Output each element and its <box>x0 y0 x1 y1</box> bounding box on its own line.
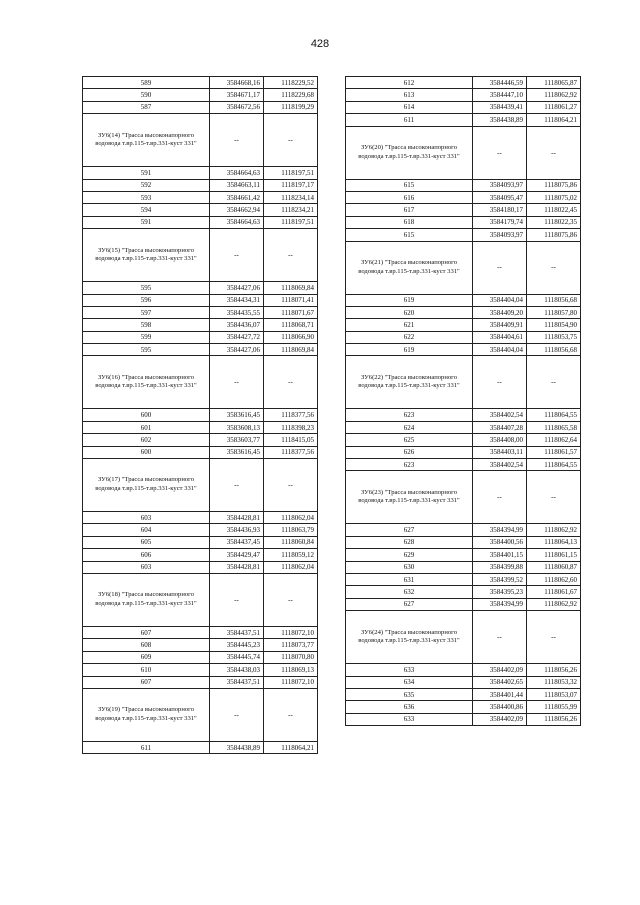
parcel-header-row <box>83 114 318 167</box>
point-number-cell: 591 <box>83 216 210 228</box>
point-number-cell: 624 <box>346 421 473 433</box>
x-coordinate-cell: 3584400,56 <box>473 536 527 548</box>
point-number-cell: 611 <box>346 114 473 126</box>
parcel-name-cell: ЗУ6(23) "Трасса высоконапорного водовода т.вр.115-т.вр.331-куст 331" <box>346 471 473 524</box>
x-coordinate-cell: 3584672,56 <box>210 101 264 113</box>
table-row <box>83 524 318 536</box>
parcel-header-row <box>83 356 318 409</box>
x-coordinate-cell: 3584445,23 <box>210 639 264 651</box>
x-coordinate-cell: 3584439,41 <box>473 101 527 113</box>
table-row <box>346 409 581 421</box>
point-number-cell: 610 <box>83 664 210 676</box>
x-coordinate-cell: 3584438,89 <box>473 114 527 126</box>
x-coordinate-cell: 3584394,99 <box>473 524 527 536</box>
table-row <box>346 676 581 688</box>
y-coordinate-cell: 1118229,68 <box>264 89 318 101</box>
parcel-header-row <box>83 459 318 512</box>
point-number-cell: 626 <box>346 446 473 458</box>
y-coordinate-cell: 1118069,84 <box>264 344 318 356</box>
y-coordinate-cell: 1118053,75 <box>527 331 581 343</box>
point-number-cell: 634 <box>346 676 473 688</box>
x-coordinate-cell: 3584429,47 <box>210 549 264 561</box>
point-number-cell: 623 <box>346 409 473 421</box>
x-coordinate-cell: 3583603,77 <box>210 434 264 446</box>
y-coordinate-cell: 1118073,77 <box>264 639 318 651</box>
point-number-cell: 608 <box>83 639 210 651</box>
parcel-name-cell: ЗУ6(14) "Трасса высоконапорного водовода т.вр.115-т.вр.331-куст 331" <box>83 114 210 167</box>
y-coordinate-cell: 1118053,07 <box>527 688 581 700</box>
table-row <box>346 179 581 191</box>
table-row <box>346 524 581 536</box>
x-coordinate-cell: 3584401,15 <box>473 549 527 561</box>
x-coordinate-cell: 3584403,11 <box>473 446 527 458</box>
parcel-name-cell: ЗУ6(18) "Трасса высоконапорного водовода т.вр.115-т.вр.331-куст 331" <box>83 573 210 626</box>
y-coordinate-cell: 1118377,56 <box>264 409 318 421</box>
parcel-name-cell: ЗУ6(24) "Трасса высоконапорного водовода т.вр.115-т.вр.331-куст 331" <box>346 611 473 664</box>
table-row <box>346 229 581 241</box>
table-row <box>83 101 318 113</box>
point-number-cell: 611 <box>83 741 210 753</box>
y-coordinate-cell: 1118064,55 <box>527 409 581 421</box>
x-coordinate-cell: 3584437,51 <box>210 676 264 688</box>
table-row <box>83 344 318 356</box>
point-number-cell: 632 <box>346 586 473 598</box>
parcel-header-row <box>83 573 318 626</box>
table-row <box>83 651 318 663</box>
x-coordinate-cell: 3584399,88 <box>473 561 527 573</box>
point-number-cell: 614 <box>346 101 473 113</box>
table-row <box>83 409 318 421</box>
y-coordinate-cell: 1118062,64 <box>527 434 581 446</box>
point-number-cell: 600 <box>83 409 210 421</box>
coordinates-table-left <box>82 76 318 754</box>
parcel-name-cell: ЗУ6(16) "Трасса высоконапорного водовода т.вр.115-т.вр.331-куст 331" <box>83 356 210 409</box>
table-row <box>83 306 318 318</box>
y-coordinate-cell: 1118056,26 <box>527 713 581 725</box>
table-row <box>346 319 581 331</box>
point-number-cell: 627 <box>346 524 473 536</box>
y-coordinate-cell: 1118377,56 <box>264 446 318 458</box>
y-coordinate-cell: 1118197,51 <box>264 167 318 179</box>
x-coordinate-cell: 3584427,72 <box>210 331 264 343</box>
table-row <box>346 713 581 725</box>
table-row <box>83 639 318 651</box>
point-number-cell: 615 <box>346 179 473 191</box>
point-number-cell: 618 <box>346 216 473 228</box>
parcel-name-cell: ЗУ6(20) "Трасса высоконапорного водовода т.вр.115-т.вр.331-куст 331" <box>346 126 473 179</box>
table-row <box>346 664 581 676</box>
point-number-cell: 619 <box>346 344 473 356</box>
table-row <box>346 77 581 89</box>
y-coordinate-cell: 1118066,90 <box>264 331 318 343</box>
x-coordinate-cell: -- <box>210 114 264 167</box>
table-row <box>83 204 318 216</box>
point-number-cell: 592 <box>83 179 210 191</box>
y-coordinate-cell: 1118022,35 <box>527 216 581 228</box>
x-coordinate-cell: 3584404,61 <box>473 331 527 343</box>
x-coordinate-cell: 3584668,16 <box>210 77 264 89</box>
x-coordinate-cell: 3584671,17 <box>210 89 264 101</box>
x-coordinate-cell: 3584404,04 <box>473 344 527 356</box>
x-coordinate-cell: 3584402,09 <box>473 713 527 725</box>
table-row <box>346 344 581 356</box>
point-number-cell: 633 <box>346 664 473 676</box>
table-row <box>83 216 318 228</box>
table-row <box>346 688 581 700</box>
y-coordinate-cell: 1118064,21 <box>527 114 581 126</box>
table-row <box>83 626 318 638</box>
x-coordinate-cell: -- <box>210 229 264 282</box>
x-coordinate-cell: 3584428,81 <box>210 512 264 524</box>
table-row <box>83 77 318 89</box>
point-number-cell: 602 <box>83 434 210 446</box>
table-row <box>346 101 581 113</box>
y-coordinate-cell: 1118062,60 <box>527 573 581 585</box>
table-row <box>83 549 318 561</box>
x-coordinate-cell: 3584402,54 <box>473 409 527 421</box>
x-coordinate-cell: 3584400,86 <box>473 701 527 713</box>
point-number-cell: 589 <box>83 77 210 89</box>
y-coordinate-cell: -- <box>527 356 581 409</box>
table-row <box>83 294 318 306</box>
parcel-name-cell: ЗУ6(19) "Трасса высоконапорного водовода т.вр.115-т.вр.331-куст 331" <box>83 688 210 741</box>
table-row <box>83 664 318 676</box>
table-row <box>346 598 581 610</box>
table-row <box>83 89 318 101</box>
table-row <box>83 167 318 179</box>
y-coordinate-cell: 1118061,15 <box>527 549 581 561</box>
y-coordinate-cell: 1118061,27 <box>527 101 581 113</box>
y-coordinate-cell: 1118062,92 <box>527 524 581 536</box>
y-coordinate-cell: 1118234,21 <box>264 204 318 216</box>
x-coordinate-cell: 3584664,63 <box>210 167 264 179</box>
y-coordinate-cell: 1118062,04 <box>264 512 318 524</box>
x-coordinate-cell: 3584402,54 <box>473 459 527 471</box>
x-coordinate-cell: 3584180,17 <box>473 204 527 216</box>
point-number-cell: 587 <box>83 101 210 113</box>
y-coordinate-cell: 1118056,26 <box>527 664 581 676</box>
x-coordinate-cell: 3584409,20 <box>473 306 527 318</box>
x-coordinate-cell: 3584661,42 <box>210 191 264 203</box>
y-coordinate-cell: 1118197,51 <box>264 216 318 228</box>
point-number-cell: 621 <box>346 319 473 331</box>
y-coordinate-cell: 1118072,10 <box>264 626 318 638</box>
x-coordinate-cell: 3583616,45 <box>210 446 264 458</box>
y-coordinate-cell: 1118057,80 <box>527 306 581 318</box>
table-row <box>83 741 318 753</box>
parcel-header-row <box>346 126 581 179</box>
table-row <box>83 561 318 573</box>
point-number-cell: 612 <box>346 77 473 89</box>
y-coordinate-cell: 1118060,87 <box>527 561 581 573</box>
y-coordinate-cell: 1118069,84 <box>264 282 318 294</box>
y-coordinate-cell: 1118059,12 <box>264 549 318 561</box>
point-number-cell: 593 <box>83 191 210 203</box>
x-coordinate-cell: -- <box>473 356 527 409</box>
point-number-cell: 615 <box>346 229 473 241</box>
x-coordinate-cell: 3584437,45 <box>210 536 264 548</box>
table-row <box>83 434 318 446</box>
table-row <box>346 561 581 573</box>
x-coordinate-cell: 3584438,03 <box>210 664 264 676</box>
table-row <box>83 191 318 203</box>
point-number-cell: 591 <box>83 167 210 179</box>
x-coordinate-cell: 3584437,51 <box>210 626 264 638</box>
x-coordinate-cell: 3584436,93 <box>210 524 264 536</box>
x-coordinate-cell: 3584435,55 <box>210 306 264 318</box>
table-row <box>346 294 581 306</box>
y-coordinate-cell: 1118075,86 <box>527 229 581 241</box>
y-coordinate-cell: 1118056,68 <box>527 344 581 356</box>
x-coordinate-cell: 3584436,07 <box>210 319 264 331</box>
y-coordinate-cell: 1118064,13 <box>527 536 581 548</box>
x-coordinate-cell: -- <box>473 241 527 294</box>
x-coordinate-cell: 3584663,11 <box>210 179 264 191</box>
point-number-cell: 619 <box>346 294 473 306</box>
y-coordinate-cell: 1118069,13 <box>264 664 318 676</box>
parcel-header-row <box>83 688 318 741</box>
parcel-name-cell: ЗУ6(17) "Трасса высоконапорного водовода т.вр.115-т.вр.331-куст 331" <box>83 459 210 512</box>
y-coordinate-cell: 1118234,14 <box>264 191 318 203</box>
point-number-cell: 601 <box>83 421 210 433</box>
table-row <box>346 306 581 318</box>
table-row <box>346 446 581 458</box>
point-number-cell: 607 <box>83 676 210 688</box>
point-number-cell: 609 <box>83 651 210 663</box>
point-number-cell: 617 <box>346 204 473 216</box>
table-row <box>346 459 581 471</box>
y-coordinate-cell: 1118065,58 <box>527 421 581 433</box>
parcel-name-cell: ЗУ6(15) "Трасса высоконапорного водовода т.вр.115-т.вр.331-куст 331" <box>83 229 210 282</box>
point-number-cell: 627 <box>346 598 473 610</box>
x-coordinate-cell: 3584662,94 <box>210 204 264 216</box>
point-number-cell: 590 <box>83 89 210 101</box>
point-number-cell: 600 <box>83 446 210 458</box>
y-coordinate-cell: -- <box>264 688 318 741</box>
point-number-cell: 603 <box>83 512 210 524</box>
table-row <box>346 114 581 126</box>
y-coordinate-cell: 1118071,41 <box>264 294 318 306</box>
table-row <box>346 89 581 101</box>
table-row <box>83 421 318 433</box>
y-coordinate-cell: 1118064,55 <box>527 459 581 471</box>
table-row <box>83 676 318 688</box>
x-coordinate-cell: 3584427,06 <box>210 282 264 294</box>
x-coordinate-cell: 3584447,10 <box>473 89 527 101</box>
table-row <box>346 434 581 446</box>
y-coordinate-cell: 1118199,29 <box>264 101 318 113</box>
y-coordinate-cell: 1118062,04 <box>264 561 318 573</box>
x-coordinate-cell: -- <box>210 688 264 741</box>
x-coordinate-cell: -- <box>210 573 264 626</box>
page-number: 428 <box>310 38 330 50</box>
y-coordinate-cell: -- <box>264 229 318 282</box>
x-coordinate-cell: 3584399,52 <box>473 573 527 585</box>
parcel-header-row <box>346 241 581 294</box>
parcel-header-row <box>83 229 318 282</box>
point-number-cell: 598 <box>83 319 210 331</box>
y-coordinate-cell: 1118054,90 <box>527 319 581 331</box>
point-number-cell: 613 <box>346 89 473 101</box>
y-coordinate-cell: 1118415,05 <box>264 434 318 446</box>
point-number-cell: 607 <box>83 626 210 638</box>
point-number-cell: 625 <box>346 434 473 446</box>
table-row <box>346 536 581 548</box>
x-coordinate-cell: 3584664,63 <box>210 216 264 228</box>
x-coordinate-cell: 3584401,44 <box>473 688 527 700</box>
point-number-cell: 603 <box>83 561 210 573</box>
x-coordinate-cell: 3584446,59 <box>473 77 527 89</box>
parcel-header-row <box>346 471 581 524</box>
y-coordinate-cell: -- <box>527 241 581 294</box>
y-coordinate-cell: 1118022,45 <box>527 204 581 216</box>
table-row <box>346 586 581 598</box>
y-coordinate-cell: -- <box>527 471 581 524</box>
table-row <box>83 179 318 191</box>
table-row <box>83 446 318 458</box>
y-coordinate-cell: 1118062,92 <box>527 89 581 101</box>
point-number-cell: 597 <box>83 306 210 318</box>
x-coordinate-cell: 3584445,74 <box>210 651 264 663</box>
y-coordinate-cell: 1118063,79 <box>264 524 318 536</box>
x-coordinate-cell: 3584402,09 <box>473 664 527 676</box>
x-coordinate-cell: 3584407,28 <box>473 421 527 433</box>
y-coordinate-cell: 1118055,99 <box>527 701 581 713</box>
parcel-name-cell: ЗУ6(21) "Трасса высоконапорного водовода т.вр.115-т.вр.331-куст 331" <box>346 241 473 294</box>
point-number-cell: 594 <box>83 204 210 216</box>
x-coordinate-cell: 3584438,89 <box>210 741 264 753</box>
table-row <box>83 331 318 343</box>
table-row <box>83 319 318 331</box>
table-row <box>346 701 581 713</box>
y-coordinate-cell: 1118065,87 <box>527 77 581 89</box>
y-coordinate-cell: 1118062,92 <box>527 598 581 610</box>
table-row <box>83 282 318 294</box>
y-coordinate-cell: 1118053,32 <box>527 676 581 688</box>
x-coordinate-cell: 3583616,45 <box>210 409 264 421</box>
y-coordinate-cell: 1118075,86 <box>527 179 581 191</box>
x-coordinate-cell: 3584093,97 <box>473 229 527 241</box>
table-row <box>346 573 581 585</box>
point-number-cell: 629 <box>346 549 473 561</box>
y-coordinate-cell: 1118061,67 <box>527 586 581 598</box>
point-number-cell: 596 <box>83 294 210 306</box>
y-coordinate-cell: 1118056,68 <box>527 294 581 306</box>
x-coordinate-cell: 3584428,81 <box>210 561 264 573</box>
y-coordinate-cell: -- <box>527 611 581 664</box>
point-number-cell: 595 <box>83 344 210 356</box>
x-coordinate-cell: 3584394,99 <box>473 598 527 610</box>
point-number-cell: 635 <box>346 688 473 700</box>
point-number-cell: 599 <box>83 331 210 343</box>
x-coordinate-cell: 3584404,04 <box>473 294 527 306</box>
x-coordinate-cell: -- <box>210 356 264 409</box>
x-coordinate-cell: -- <box>210 459 264 512</box>
point-number-cell: 616 <box>346 191 473 203</box>
point-number-cell: 636 <box>346 701 473 713</box>
x-coordinate-cell: 3583608,13 <box>210 421 264 433</box>
y-coordinate-cell: 1118061,57 <box>527 446 581 458</box>
point-number-cell: 622 <box>346 331 473 343</box>
y-coordinate-cell: 1118398,23 <box>264 421 318 433</box>
parcel-header-row <box>346 356 581 409</box>
point-number-cell: 595 <box>83 282 210 294</box>
point-number-cell: 630 <box>346 561 473 573</box>
x-coordinate-cell: -- <box>473 471 527 524</box>
y-coordinate-cell: -- <box>264 114 318 167</box>
table-row <box>83 512 318 524</box>
table-row <box>346 204 581 216</box>
x-coordinate-cell: 3584179,74 <box>473 216 527 228</box>
y-coordinate-cell: 1118060,84 <box>264 536 318 548</box>
point-number-cell: 604 <box>83 524 210 536</box>
point-number-cell: 623 <box>346 459 473 471</box>
table-row <box>346 216 581 228</box>
y-coordinate-cell: 1118064,21 <box>264 741 318 753</box>
point-number-cell: 605 <box>83 536 210 548</box>
x-coordinate-cell: 3584093,97 <box>473 179 527 191</box>
point-number-cell: 606 <box>83 549 210 561</box>
y-coordinate-cell: 1118068,71 <box>264 319 318 331</box>
y-coordinate-cell: 1118229,52 <box>264 77 318 89</box>
coordinates-table-right <box>345 76 581 726</box>
x-coordinate-cell: 3584409,91 <box>473 319 527 331</box>
parcel-name-cell: ЗУ6(22) "Трасса высоконапорного водовода т.вр.115-т.вр.331-куст 331" <box>346 356 473 409</box>
table-row <box>346 549 581 561</box>
x-coordinate-cell: -- <box>473 126 527 179</box>
point-number-cell: 633 <box>346 713 473 725</box>
x-coordinate-cell: 3584095,47 <box>473 191 527 203</box>
table-row <box>83 536 318 548</box>
x-coordinate-cell: 3584434,31 <box>210 294 264 306</box>
y-coordinate-cell: -- <box>264 573 318 626</box>
y-coordinate-cell: 1118072,10 <box>264 676 318 688</box>
y-coordinate-cell: 1118197,17 <box>264 179 318 191</box>
x-coordinate-cell: -- <box>473 611 527 664</box>
x-coordinate-cell: 3584408,00 <box>473 434 527 446</box>
y-coordinate-cell: -- <box>527 126 581 179</box>
x-coordinate-cell: 3584402,65 <box>473 676 527 688</box>
parcel-header-row <box>346 611 581 664</box>
y-coordinate-cell: 1118070,80 <box>264 651 318 663</box>
x-coordinate-cell: 3584395,23 <box>473 586 527 598</box>
point-number-cell: 631 <box>346 573 473 585</box>
table-row <box>346 421 581 433</box>
table-row <box>346 331 581 343</box>
y-coordinate-cell: -- <box>264 459 318 512</box>
y-coordinate-cell: -- <box>264 356 318 409</box>
table-row <box>346 191 581 203</box>
point-number-cell: 628 <box>346 536 473 548</box>
point-number-cell: 620 <box>346 306 473 318</box>
x-coordinate-cell: 3584427,06 <box>210 344 264 356</box>
y-coordinate-cell: 1118071,67 <box>264 306 318 318</box>
y-coordinate-cell: 1118075,02 <box>527 191 581 203</box>
